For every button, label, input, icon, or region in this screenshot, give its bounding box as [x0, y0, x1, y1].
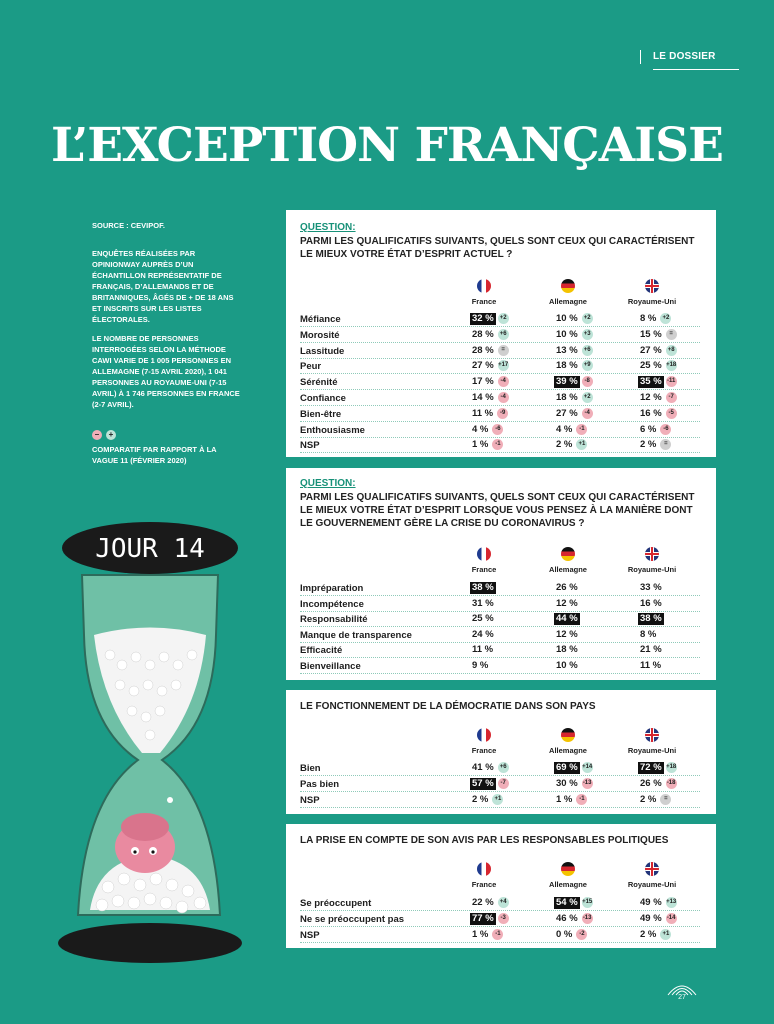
- france-flag-icon: [477, 862, 491, 876]
- question-text: LA PRISE EN COMPTE DE SON AVIS PAR LES RESPONSABLES POLITIQUES: [300, 835, 669, 846]
- value-cell: [470, 762, 509, 774]
- change-badge: -11: [666, 376, 677, 387]
- value-cell: [638, 313, 671, 325]
- value-cell: [470, 582, 496, 594]
- value-cell: [638, 345, 677, 357]
- value-cell: [638, 762, 677, 774]
- change-badge: +18: [666, 360, 677, 371]
- change-badge: -4: [498, 392, 509, 403]
- percent-value: 27 %: [556, 407, 578, 419]
- change-badge: -1: [492, 439, 503, 450]
- percent-value: 12 %: [556, 628, 578, 640]
- percent-value: 41 %: [472, 762, 494, 773]
- change-badge: +2: [582, 313, 593, 324]
- value-cell: [554, 345, 593, 357]
- country-label: Royaume-Uni: [627, 746, 677, 755]
- table-row: [300, 359, 700, 374]
- percent-value: 4 %: [556, 423, 573, 435]
- percent-value: 33 %: [640, 582, 662, 593]
- percent-value: 32 %: [472, 313, 494, 324]
- value-cell: [470, 644, 495, 656]
- table-row: [300, 912, 700, 927]
- change-badge: -4: [582, 408, 593, 419]
- country-label: Allemagne: [549, 565, 587, 574]
- percent-value: 44 %: [556, 613, 578, 624]
- value-cell: [470, 408, 508, 420]
- percent-value: 27 %: [640, 344, 662, 356]
- row-label: Bienveillance: [300, 660, 361, 672]
- value-cell: [470, 897, 509, 909]
- row-label: Lassitude: [300, 345, 345, 357]
- country-label: Allemagne: [549, 746, 587, 755]
- table-row: [300, 391, 700, 406]
- value-cell: [470, 598, 496, 610]
- value-cell: [470, 345, 509, 357]
- value-cell: [554, 392, 593, 404]
- table-row: [300, 407, 700, 422]
- value-cell: [638, 392, 677, 404]
- question-label: QUESTION:: [300, 478, 356, 489]
- percent-value: 11 %: [472, 407, 494, 419]
- change-badge: -6: [492, 424, 503, 435]
- percent-value: 17 %: [472, 376, 494, 388]
- value-cell: [638, 613, 664, 625]
- table-row: [300, 581, 700, 596]
- change-badge: -13: [582, 913, 593, 924]
- percent-value: 30 %: [556, 778, 578, 789]
- change-badge: +9: [582, 360, 593, 371]
- percent-value: 46 %: [556, 913, 578, 924]
- change-badge: +1: [660, 929, 671, 940]
- row-label: Manque de transparence: [300, 629, 412, 641]
- percent-value: 27 %: [472, 360, 494, 372]
- value-cell: [470, 929, 503, 941]
- change-badge: -1: [576, 794, 587, 805]
- change-badge: -9: [497, 408, 508, 419]
- change-badge: +3: [582, 329, 593, 340]
- panel-gestion-crise: [286, 468, 716, 680]
- legend: [92, 430, 116, 440]
- germany-flag-icon: [561, 547, 575, 561]
- percent-value: 35 %: [640, 376, 662, 388]
- value-cell: [554, 613, 580, 625]
- change-badge: +8: [666, 345, 677, 356]
- change-badge: -7: [498, 778, 509, 789]
- change-badge: +17: [498, 360, 509, 371]
- value-cell: [470, 794, 503, 806]
- value-cell: [638, 424, 671, 436]
- percent-value: 25 %: [472, 613, 494, 624]
- value-cell: [638, 929, 671, 941]
- change-badge: -8: [582, 376, 593, 387]
- change-badge: -2: [576, 929, 587, 940]
- percent-value: 2 %: [556, 439, 573, 451]
- method-note: ENQUÊTES RÉALISÉES PAR OPINIONWAY AUPRÈS D’UN ÉCHANTILLON REPRÉSENTATIF DE FRANÇAIS, D’ALLEMANDS ET DE BRITANNIQUES, ÂGÉS DE + DE 18 ANS ET INSCRITS SUR LES LISTES ÉLECTORALES.: [92, 249, 234, 324]
- value-cell: [470, 613, 496, 625]
- percent-value: 16 %: [640, 407, 662, 419]
- value-cell: [554, 644, 580, 656]
- percent-value: 16 %: [640, 597, 662, 609]
- table-row: [300, 659, 700, 674]
- change-badge: -7: [666, 392, 677, 403]
- france-flag-icon: [477, 547, 491, 561]
- percent-value: 8 %: [640, 313, 657, 324]
- percent-value: 31 %: [472, 597, 494, 609]
- value-cell: [638, 913, 677, 925]
- change-badge: -13: [582, 778, 593, 789]
- panel-avis-politique: [286, 824, 716, 948]
- value-cell: [638, 598, 664, 610]
- percent-value: 49 %: [640, 897, 662, 908]
- change-badge: +2: [660, 313, 671, 324]
- table-row: [300, 777, 700, 792]
- value-cell: [554, 913, 593, 925]
- table-row: [300, 643, 700, 658]
- table-row: [300, 761, 700, 776]
- uk-flag-icon: [645, 728, 659, 742]
- country-label: France: [471, 297, 497, 306]
- percent-value: 13 %: [556, 344, 578, 356]
- france-flag-icon: [477, 279, 491, 293]
- change-badge: -18: [666, 778, 677, 789]
- value-cell: [638, 329, 677, 341]
- value-cell: [638, 660, 663, 672]
- percent-value: 11 %: [640, 659, 662, 671]
- row-label: Bien-être: [300, 408, 342, 420]
- value-cell: [554, 329, 593, 341]
- value-cell: [554, 313, 593, 325]
- row-label: Incompétence: [300, 598, 364, 610]
- change-badge: +1: [492, 794, 503, 805]
- row-label: Bien: [300, 763, 321, 774]
- change-badge: =: [498, 345, 509, 356]
- page-number-badge: [662, 977, 702, 1001]
- change-badge: +14: [582, 762, 593, 773]
- country-label: Royaume-Uni: [627, 565, 677, 574]
- percent-value: 10 %: [556, 313, 578, 324]
- legend-minus-badge: –: [92, 430, 102, 440]
- table-row: [300, 597, 700, 612]
- percent-value: 22 %: [472, 897, 494, 908]
- value-cell: [638, 897, 677, 909]
- row-label: Efficacité: [300, 645, 343, 656]
- percent-value: 0 %: [556, 929, 573, 940]
- value-cell: [470, 376, 509, 388]
- value-cell: [554, 424, 587, 436]
- percent-value: 72 %: [640, 762, 662, 773]
- percent-value: 11 %: [472, 644, 494, 655]
- percent-value: 6 %: [640, 423, 657, 435]
- change-badge: +6: [498, 329, 509, 340]
- germany-flag-icon: [561, 728, 575, 742]
- row-label: Responsabilité: [300, 614, 368, 625]
- percent-value: 38 %: [640, 613, 662, 624]
- country-label: France: [471, 880, 497, 889]
- value-cell: [554, 629, 580, 641]
- value-cell: [554, 408, 593, 420]
- percent-value: 24 %: [472, 628, 494, 640]
- row-label: NSP: [300, 440, 320, 452]
- percent-value: 28 %: [472, 344, 494, 356]
- change-badge: =: [660, 439, 671, 450]
- value-cell: [554, 762, 593, 774]
- row-label: NSP: [300, 795, 320, 806]
- percent-value: 54 %: [556, 897, 578, 908]
- germany-flag-icon: [561, 279, 575, 293]
- table-row: [300, 312, 700, 327]
- panel-etat-esprit: [286, 210, 716, 457]
- percent-value: 1 %: [472, 439, 489, 451]
- value-cell: [638, 644, 664, 656]
- table-row: [300, 344, 700, 359]
- change-badge: -4: [498, 376, 509, 387]
- value-cell: [470, 360, 509, 372]
- value-cell: [638, 778, 677, 790]
- value-cell: [554, 778, 593, 790]
- percent-value: 26 %: [640, 778, 662, 789]
- value-cell: [554, 582, 580, 594]
- value-cell: [470, 660, 490, 672]
- value-cell: [470, 629, 496, 641]
- uk-flag-icon: [645, 862, 659, 876]
- value-cell: [470, 313, 509, 325]
- country-label: Royaume-Uni: [627, 880, 677, 889]
- change-badge: +2: [498, 313, 509, 324]
- change-badge: -1: [576, 424, 587, 435]
- percent-value: 39 %: [556, 376, 578, 388]
- table-row: [300, 928, 700, 943]
- question-text: PARMI LES QUALIFICATIFS SUIVANTS, QUELS SONT CEUX QUI CARACTÉRISENT LE MIEUX VOTRE ÉTAT D’ESPRIT LORSQUE VOUS PENSEZ À LA MANIÈRE DONT LE GOUVERNEMENT GÈRE LA CRISE DU CORONAVIRUS ?: [300, 492, 695, 529]
- change-badge: =: [660, 794, 671, 805]
- change-badge: +15: [582, 897, 593, 908]
- value-cell: [470, 439, 503, 451]
- value-cell: [638, 629, 658, 641]
- row-label: Ne se préoccupent pas: [300, 914, 405, 925]
- percent-value: 57 %: [472, 778, 494, 789]
- panel-democratie: [286, 690, 716, 814]
- section-tag: LE DOSSIER: [640, 50, 719, 64]
- percent-value: 69 %: [556, 762, 578, 773]
- percent-value: 2 %: [472, 794, 489, 805]
- percent-value: 2 %: [640, 794, 657, 805]
- value-cell: [638, 794, 671, 806]
- percent-value: 8 %: [640, 628, 657, 640]
- value-cell: [554, 660, 580, 672]
- country-label: Allemagne: [549, 297, 587, 306]
- row-label: Peur: [300, 361, 322, 373]
- value-cell: [470, 913, 509, 925]
- row-label: Pas bien: [300, 779, 340, 790]
- percent-value: 1 %: [472, 929, 489, 940]
- table-row: [300, 423, 700, 438]
- percent-value: 15 %: [640, 328, 662, 340]
- value-cell: [470, 778, 509, 790]
- sample-note: LE NOMBRE DE PERSONNES INTERROGÉES SELON LA MÉTHODE CAWI VARIE DE 1 005 PERSONNES EN ALLEMAGNE (7-15 AVRIL 2020), 1 041 PERSONNES AU ROYAUME-UNI (7-15 AVRIL) À 1 746 PERSONNES EN FRANCE (2-7 AVRIL).: [92, 334, 240, 409]
- country-label: Allemagne: [549, 880, 587, 889]
- value-cell: [554, 360, 593, 372]
- change-badge: -3: [498, 913, 509, 924]
- country-label: Royaume-Uni: [627, 297, 677, 306]
- question-text: PARMI LES QUALIFICATIFS SUIVANTS, QUELS SONT CEUX QUI CARACTÉRISENT LE MIEUX VOTRE ÉTAT D’ESPRIT ACTUEL ?: [300, 236, 695, 260]
- uk-flag-icon: [645, 279, 659, 293]
- row-label: Sérénité: [300, 377, 338, 389]
- page-number: 27: [678, 994, 686, 1001]
- table-row: [300, 628, 700, 643]
- change-badge: +13: [666, 897, 677, 908]
- percent-value: 1 %: [556, 794, 573, 805]
- percent-value: 2 %: [640, 439, 657, 451]
- table-row: [300, 612, 700, 627]
- percent-value: 14 %: [472, 392, 494, 403]
- row-label: NSP: [300, 930, 320, 941]
- percent-value: 2 %: [640, 929, 657, 940]
- france-flag-icon: [477, 728, 491, 742]
- table-row: [300, 438, 700, 453]
- question-text: LE FONCTIONNEMENT DE LA DÉMOCRATIE DANS SON PAYS: [300, 701, 596, 712]
- row-label: Méfiance: [300, 314, 341, 325]
- value-cell: [554, 598, 580, 610]
- country-label: France: [471, 746, 497, 755]
- legend-text: COMPARATIF PAR RAPPORT À LA VAGUE 11 (FÉVRIER 2020): [92, 445, 217, 465]
- row-label: Morosité: [300, 329, 340, 341]
- hourglass-label: JOUR 14: [95, 534, 205, 564]
- value-cell: [554, 439, 587, 451]
- percent-value: 18 %: [556, 360, 578, 372]
- percent-value: 26 %: [556, 582, 578, 593]
- value-cell: [470, 329, 509, 341]
- value-cell: [554, 794, 587, 806]
- percent-value: 10 %: [556, 328, 578, 340]
- change-badge: +18: [666, 762, 677, 773]
- percent-value: 4 %: [472, 423, 489, 435]
- percent-value: 18 %: [556, 644, 578, 655]
- change-badge: +1: [576, 439, 587, 450]
- table-row: [300, 375, 700, 390]
- percent-value: 18 %: [556, 392, 578, 403]
- hourglass-illustration: [50, 515, 260, 965]
- row-label: Impréparation: [300, 583, 364, 594]
- table-row: [300, 328, 700, 343]
- change-badge: +2: [582, 392, 593, 403]
- value-cell: [638, 408, 677, 420]
- source-note: SOURCE : CEVIPOF.: [92, 221, 165, 230]
- value-cell: [470, 424, 503, 436]
- percent-value: 9 %: [472, 659, 489, 671]
- change-badge: -14: [666, 913, 677, 924]
- row-label: Enthousiasme: [300, 424, 365, 436]
- country-label: France: [471, 565, 497, 574]
- change-badge: +6: [582, 345, 593, 356]
- percent-value: 25 %: [640, 360, 662, 372]
- change-badge: -6: [660, 424, 671, 435]
- change-badge: +6: [498, 762, 509, 773]
- value-cell: [638, 376, 677, 388]
- change-badge: -5: [666, 408, 677, 419]
- value-cell: [638, 439, 671, 451]
- change-badge: -1: [492, 929, 503, 940]
- value-cell: [470, 392, 509, 404]
- table-row: [300, 793, 700, 808]
- percent-value: 12 %: [556, 597, 578, 609]
- change-badge: +4: [498, 897, 509, 908]
- percent-value: 49 %: [640, 913, 662, 924]
- percent-value: 28 %: [472, 328, 494, 340]
- change-badge: =: [666, 329, 677, 340]
- page-title: L’EXCEPTION FRANÇAISE: [51, 118, 723, 173]
- percent-value: 12 %: [640, 392, 662, 403]
- percent-value: 10 %: [556, 659, 578, 671]
- percent-value: 77 %: [472, 913, 494, 924]
- value-cell: [554, 897, 593, 909]
- row-label: Se préoccupent: [300, 898, 372, 909]
- value-cell: [554, 929, 587, 941]
- percent-value: 38 %: [472, 582, 494, 593]
- germany-flag-icon: [561, 862, 575, 876]
- table-row: [300, 896, 700, 911]
- legend-plus-badge: +: [106, 430, 116, 440]
- percent-value: 21 %: [640, 644, 662, 655]
- value-cell: [638, 582, 664, 594]
- value-cell: [554, 376, 593, 388]
- value-cell: [638, 360, 677, 372]
- uk-flag-icon: [645, 547, 659, 561]
- question-label: QUESTION:: [300, 222, 356, 233]
- row-label: Confiance: [300, 393, 346, 404]
